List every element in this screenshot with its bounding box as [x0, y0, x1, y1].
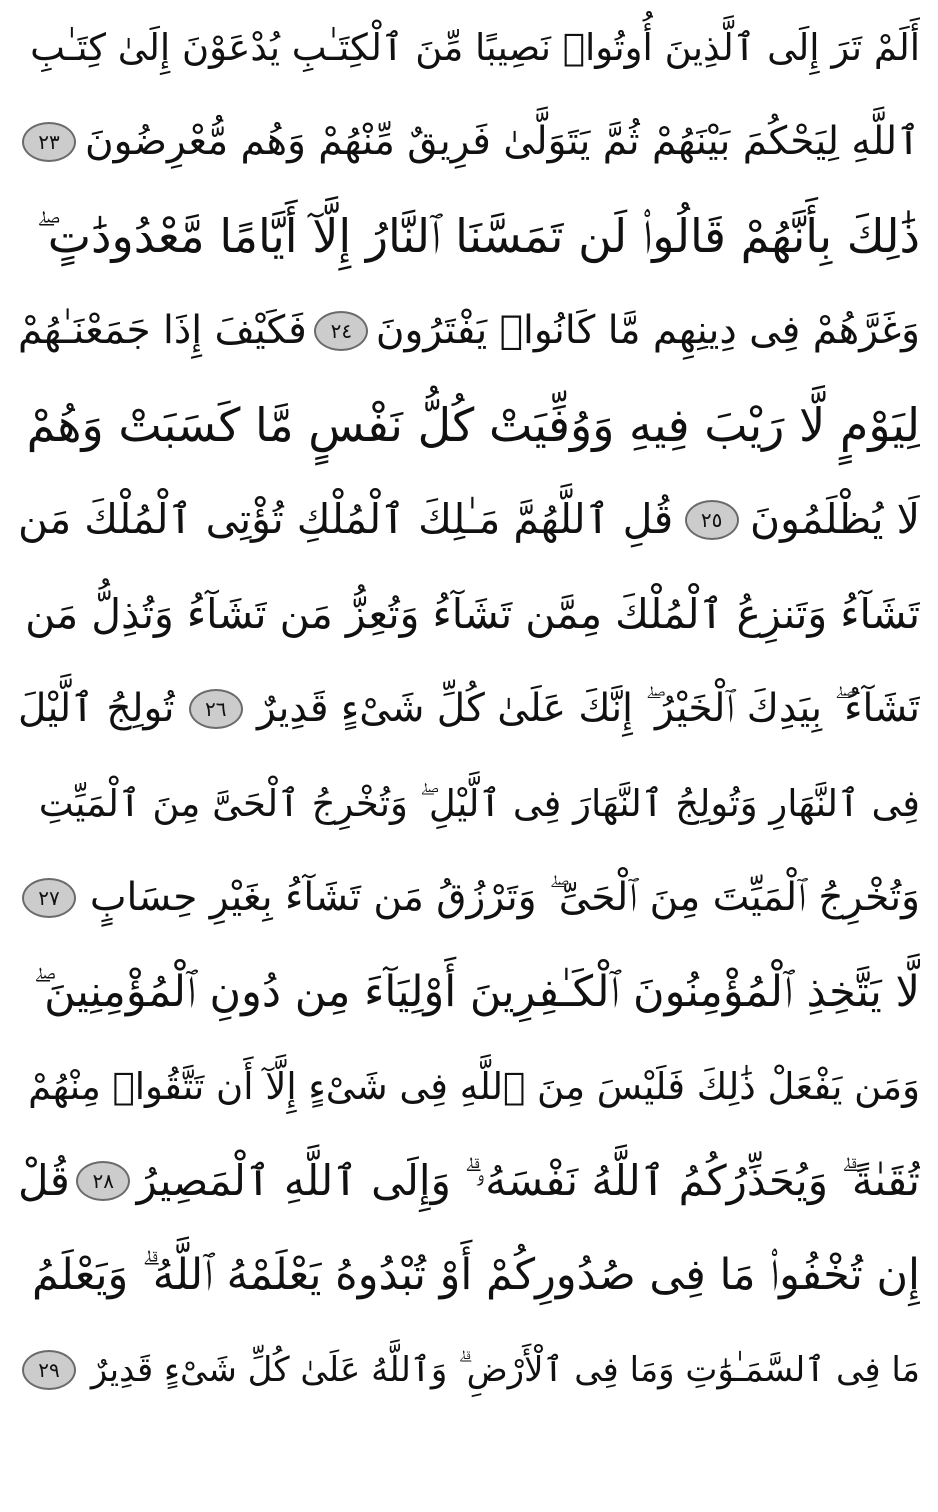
verse-text: وَمَن يَفْعَلْ ذَٰلِكَ فَلَيْسَ مِنَ ٱللَّهِ فِى شَىْءٍ إِلَّآ أَن تَتَّقُوا۟ مِنْهُمْ: [28, 1065, 920, 1109]
verse-line: [18, 662, 920, 757]
ayah-number-marker: ٢٨: [76, 1161, 130, 1201]
verse-lines: [18, 0, 920, 1418]
verse-line: [18, 1323, 920, 1418]
verse-text: وَتُخْرِجُ ٱلْمَيِّتَ مِنَ ٱلْحَىِّ ۖ وَتَرْزُقُ مَن تَشَآءُ بِغَيْرِ حِسَابٍ: [89, 875, 920, 921]
verse-line: [18, 1229, 920, 1324]
verse-text: لَا يُظْلَمُونَ: [749, 495, 920, 544]
verse-text: قُلِ ٱللَّهُمَّ مَـٰلِكَ ٱلْمُلْكِ تُؤْتِى ٱلْمُلْكَ مَن: [18, 495, 674, 544]
verse-text: أَلَمْ تَرَ إِلَى ٱلَّذِينَ أُوتُوا۟ نَصِيبًا مِّنَ ٱلْكِتَـٰبِ يُدْعَوْنَ إِلَىٰ كِتَـٰبِ: [30, 25, 920, 69]
verse-line: [18, 851, 920, 946]
ayah-number-marker: ٢٦: [189, 689, 243, 729]
verse-text: تَشَآءُ ۖ بِيَدِكَ ٱلْخَيْرُ ۖ إِنَّكَ عَلَىٰ كُلِّ شَىْءٍ قَدِيرٌ: [256, 686, 920, 732]
verse-text: إِن تُخْفُوا۟ مَا فِى صُدُورِكُمْ أَوْ تُبْدُوهُ يَعْلَمْهُ ٱللَّهُ ۗ وَيَعْلَمُ: [31, 1250, 920, 1301]
verse-text: ٱللَّهِ لِيَحْكُمَ بَيْنَهُمْ ثُمَّ يَتَوَلَّىٰ فَرِيقٌ مِّنْهُمْ وَهُم مُّعْرِضُونَ: [85, 119, 920, 165]
verse-text: ذَٰلِكَ بِأَنَّهُمْ قَالُوا۟ لَن تَمَسَّنَا ٱلنَّارُ إِلَّآ أَيَّامًا مَّعْدُودَٰتٍ ۖ: [36, 209, 920, 264]
ayah-number-marker: ٢٥: [685, 500, 739, 540]
verse-text: تُقَىٰةً ۗ وَيُحَذِّرُكُمُ ٱللَّهُ نَفْسَهُۥ ۗ وَإِلَى ٱللَّهِ ٱلْمَصِيرُ: [136, 1156, 920, 1206]
verse-text: تَشَآءُ وَتَنزِعُ ٱلْمُلْكَ مِمَّن تَشَآءُ وَتُعِزُّ مَن تَشَآءُ وَتُذِلُّ مَن: [25, 589, 920, 638]
verse-line: [18, 945, 920, 1040]
verse-line: [18, 567, 920, 662]
verse-text: فَكَيْفَ إِذَا جَمَعْنَـٰهُمْ: [18, 308, 307, 354]
verse-text: تُولِجُ ٱلَّيْلَ: [18, 686, 175, 732]
ayah-number-marker: ٢٧: [22, 878, 76, 918]
ayah-number-marker: ٢٣: [22, 122, 76, 162]
verse-text: لَّا يَتَّخِذِ ٱلْمُؤْمِنُونَ ٱلْكَـٰفِرِينَ أَوْلِيَآءَ مِن دُونِ ٱلْمُؤْمِنِينَ ۖ: [33, 966, 920, 1017]
verse-text: فِى ٱلنَّهَارِ وَتُولِجُ ٱلنَّهَارَ فِى ٱلَّيْلِ ۖ وَتُخْرِجُ ٱلْحَىَّ مِنَ ٱلْمَيِّتِ: [38, 781, 920, 825]
verse-line: [18, 1040, 920, 1135]
verse-text: لِيَوْمٍ لَّا رَيْبَ فِيهِ وَوُفِّيَتْ كُلُّ نَفْسٍ مَّا كَسَبَتْ وَهُمْ: [26, 398, 920, 453]
verse-text: وَغَرَّهُمْ فِى دِينِهِم مَّا كَانُوا۟ يَفْتَرُونَ: [375, 308, 920, 354]
ayah-number-marker: ٢٤: [314, 311, 368, 351]
verse-text: قُلْ: [18, 1156, 70, 1206]
ayah-number-marker: ٢٩: [22, 1350, 76, 1390]
verse-line: [18, 1134, 920, 1229]
verse-line: [18, 0, 920, 95]
verse-line: [18, 189, 920, 284]
verse-line: [18, 378, 920, 473]
verse-line: [18, 756, 920, 851]
verse-line: [18, 473, 920, 568]
verse-line: [18, 95, 920, 190]
verse-text: مَا فِى ٱلسَّمَـٰوَٰتِ وَمَا فِى ٱلْأَرْضِ ۗ وَٱللَّهُ عَلَىٰ كُلِّ شَىْءٍ قَدِيرٌ: [90, 1350, 920, 1391]
verse-line: [18, 284, 920, 379]
